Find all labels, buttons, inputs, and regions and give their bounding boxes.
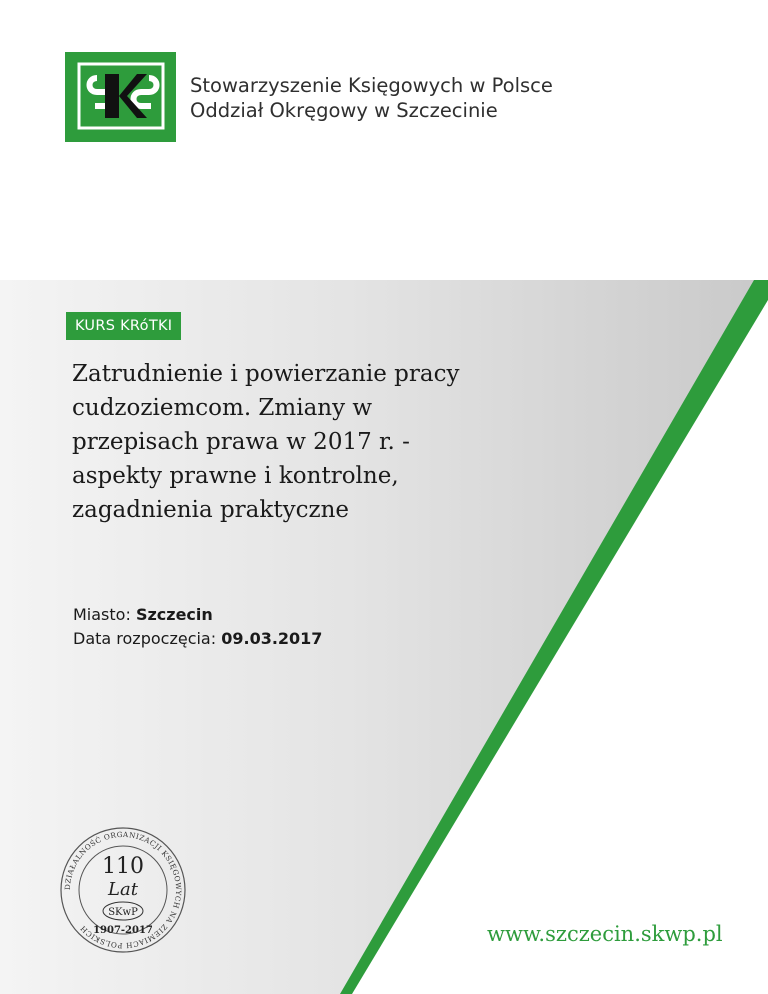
org-name-line-2: Oddział Okręgowy w Szczecinie bbox=[190, 99, 498, 122]
date-value: 09.03.2017 bbox=[221, 629, 323, 648]
seal-acronym: SKwP bbox=[108, 907, 138, 918]
seal-number: 110 bbox=[102, 854, 144, 879]
date-row bbox=[73, 627, 322, 651]
title-line: przepisach prawa w 2017 r. - bbox=[72, 429, 410, 455]
date-label: Data rozpoczęcia: bbox=[73, 629, 217, 648]
org-name-line-1: Stowarzyszenie Księgowych w Polsce bbox=[190, 74, 553, 97]
title-line: zagadnienia praktyczne bbox=[72, 497, 349, 523]
title-line: cudzoziemcom. Zmiany w bbox=[72, 395, 373, 421]
logo-sk-icon bbox=[65, 52, 176, 142]
seal-word: Lat bbox=[108, 879, 138, 900]
skwp-logo bbox=[65, 52, 176, 142]
website-link[interactable]: www.szczecin.skwp.pl bbox=[487, 922, 723, 946]
course-type-badge: KURS KRóTKI bbox=[66, 312, 181, 340]
city-value: Szczecin bbox=[135, 605, 213, 624]
course-info bbox=[73, 603, 322, 651]
city-label: Miasto: bbox=[73, 605, 131, 624]
seal-ring-text: DZIAŁALNOŚĆ ORGANIZACJI KSIĘGOWYCH NA ZIEMIACH POLSKICH bbox=[62, 829, 184, 951]
course-title bbox=[72, 357, 542, 527]
title-line: Zatrudnienie i powierzanie pracy bbox=[72, 361, 460, 387]
seal-years: 1907-2017 bbox=[93, 925, 153, 936]
city-row bbox=[73, 603, 322, 627]
title-line: aspekty prawne i kontrolne, bbox=[72, 463, 399, 489]
anniversary-seal bbox=[48, 825, 198, 955]
organization-name bbox=[190, 73, 553, 123]
